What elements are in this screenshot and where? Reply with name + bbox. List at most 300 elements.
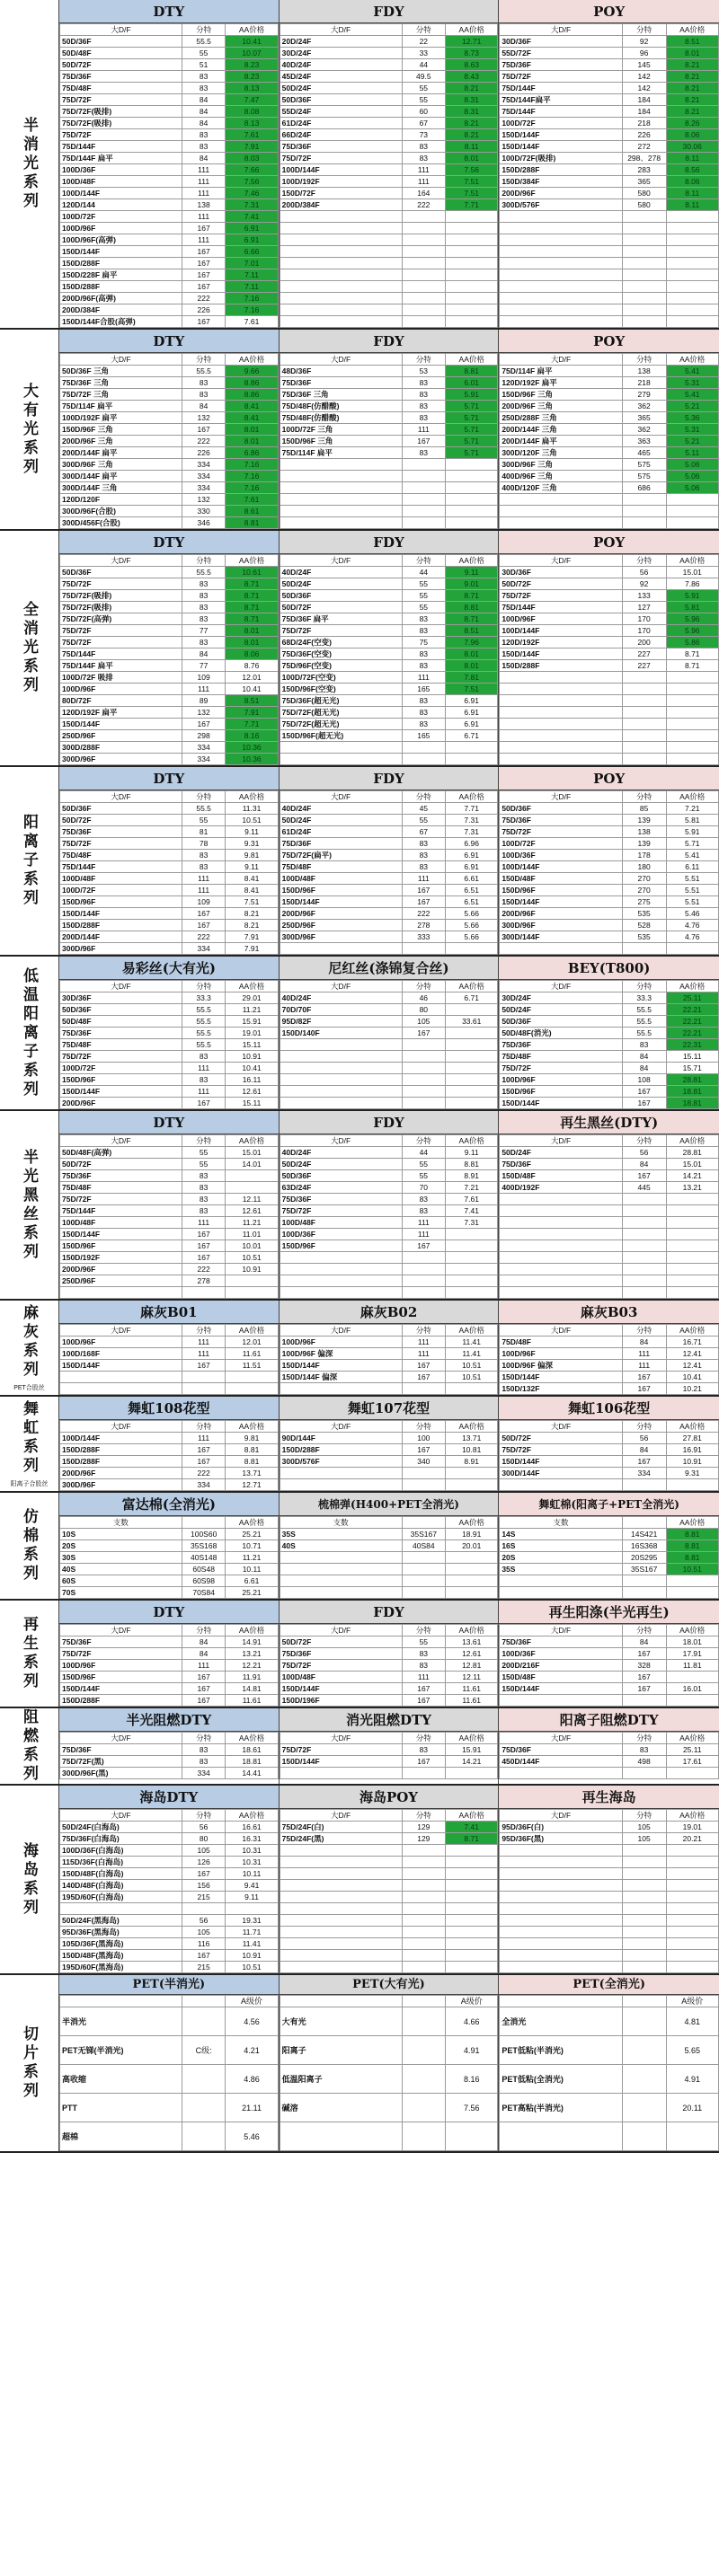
price-cell: 6.86 <box>226 447 278 459</box>
dtex-cell <box>622 1927 666 1938</box>
table-row <box>60 1039 279 1051</box>
dtex-cell: 83 <box>182 602 226 613</box>
header-row <box>280 981 498 992</box>
dtex-cell <box>402 1098 446 1109</box>
price-cell <box>446 1275 498 1287</box>
dtex-cell: 362 <box>622 424 666 436</box>
spec-cell: 75D/72F(吸排) <box>60 602 182 613</box>
spec-cell: 75D/72F <box>60 1648 182 1660</box>
spec-cell: 100D/144F <box>60 188 182 199</box>
price-cell: 8.26 <box>666 118 718 129</box>
table-row <box>60 1529 279 1540</box>
price-cell: 8.81 <box>226 1444 278 1456</box>
table-row <box>60 730 279 742</box>
table-row <box>60 1857 279 1868</box>
product-group <box>59 1975 280 2151</box>
spec-cell: 150D/288F <box>60 920 182 931</box>
spec-cell <box>500 1768 622 1779</box>
dtex-cell: 178 <box>622 850 666 861</box>
dtex-cell: 84 <box>622 1063 666 1074</box>
column-header: 大D/F <box>500 1733 622 1744</box>
spec-cell <box>280 1845 402 1857</box>
table-row <box>60 1337 279 1348</box>
spec-cell <box>280 1098 402 1109</box>
spec-cell: 75D/36F <box>280 1648 402 1660</box>
spec-cell: 75D/36F <box>500 1636 622 1648</box>
dtex-cell: 275 <box>622 896 666 908</box>
table-row <box>280 1903 498 1915</box>
spec-cell <box>280 211 402 223</box>
table-row <box>60 826 279 838</box>
spec-cell: 150D/48F <box>500 1672 622 1683</box>
dtex-cell: 111 <box>402 1337 446 1348</box>
series-label-wrap <box>18 1616 40 1691</box>
spec-cell: 80D/72F <box>60 695 182 707</box>
dtex-cell: 83 <box>402 1744 446 1756</box>
table-row <box>280 672 498 684</box>
product-group <box>280 330 500 529</box>
price-cell: 5.21 <box>666 436 718 447</box>
dtex-cell: 167 <box>622 1372 666 1383</box>
table-row <box>500 494 719 506</box>
spec-cell: 100D/72F <box>500 118 622 129</box>
series-label-wrap <box>18 967 40 1099</box>
dtex-cell <box>622 1229 666 1240</box>
table-row <box>60 1028 279 1039</box>
table-row <box>500 1229 719 1240</box>
group-title: 麻灰B02 <box>280 1301 499 1324</box>
spec-cell: 50D/72F <box>60 1159 182 1170</box>
table-row <box>60 401 279 412</box>
table-row <box>280 459 498 471</box>
spec-cell <box>500 1229 622 1240</box>
series-name: 舞虹系列 <box>20 1399 38 1476</box>
price-table <box>280 1134 499 1299</box>
dtex-cell: 83 <box>402 389 446 401</box>
price-cell: 5.46 <box>226 2122 278 2151</box>
dtex-cell: 167 <box>182 1868 226 1880</box>
group-title: POY <box>499 531 719 554</box>
column-header: 分特 <box>182 1325 226 1337</box>
product-group <box>59 0 280 328</box>
spec-cell: 150D/144F <box>60 908 182 920</box>
price-cell: 8.01 <box>226 625 278 637</box>
table-row <box>60 695 279 707</box>
spec-cell: 95D/82F <box>280 1016 402 1028</box>
spec-cell: 75D/72F <box>280 153 402 164</box>
product-group <box>499 330 719 529</box>
price-cell: 12.61 <box>226 1205 278 1217</box>
price-cell <box>666 754 718 765</box>
dtex-cell <box>622 211 666 223</box>
dtex-cell <box>402 1962 446 1973</box>
dtex-cell: 83 <box>182 1051 226 1063</box>
spec-cell: 95D/36F(黑) <box>500 1833 622 1845</box>
price-cell: 6.91 <box>446 695 498 707</box>
price-cell <box>446 1240 498 1252</box>
price-cell: 5.71 <box>446 447 498 459</box>
column-header: 分特 <box>402 1733 446 1744</box>
table-row <box>60 2094 279 2122</box>
price-cell: 10.11 <box>226 1868 278 1880</box>
spec-cell: 75D/72F <box>500 71 622 83</box>
header-row <box>500 1733 719 1744</box>
price-cell: 8.71 <box>226 602 278 613</box>
price-table <box>59 790 279 955</box>
grade-cell <box>402 2094 446 2122</box>
dtex-cell: 167 <box>182 1950 226 1962</box>
dtex-cell: 81 <box>182 826 226 838</box>
price-cell: 15.71 <box>666 1063 718 1074</box>
header-row <box>280 1135 498 1147</box>
dtex-cell: 55 <box>182 48 226 59</box>
table-row <box>500 1587 719 1599</box>
column-header: AA价格 <box>446 24 498 36</box>
price-cell: 9.66 <box>226 366 278 377</box>
table-row <box>60 1903 279 1915</box>
spec-cell <box>500 719 622 730</box>
table-row <box>500 719 719 730</box>
table-row <box>500 660 719 672</box>
table-row <box>500 1683 719 1695</box>
dtex-cell <box>622 1695 666 1707</box>
spec-cell <box>280 517 402 529</box>
dtex-cell: 75 <box>402 637 446 648</box>
price-cell: 20.01 <box>446 1540 498 1552</box>
spec-cell <box>280 1768 402 1779</box>
group-title: 阳离子阻燃DTY <box>499 1708 719 1732</box>
dtex-cell <box>622 695 666 707</box>
dtex-cell: 44 <box>402 567 446 578</box>
price-cell: 5.71 <box>666 838 718 850</box>
price-cell: 33.61 <box>446 1016 498 1028</box>
table-row <box>500 648 719 660</box>
table-row <box>500 1892 719 1903</box>
table-row <box>500 1552 719 1564</box>
spec-cell: 200D/96F 三角 <box>500 401 622 412</box>
table-row <box>500 2036 719 2065</box>
price-cell: 7.47 <box>226 94 278 106</box>
column-header: 分特 <box>182 1625 226 1636</box>
spec-cell <box>500 1479 622 1491</box>
table-row <box>500 672 719 684</box>
price-cell: 8.11 <box>666 199 718 211</box>
table-row <box>280 1479 498 1491</box>
table-row <box>280 1575 498 1587</box>
dtex-cell: 167 <box>402 1360 446 1372</box>
table-row <box>280 1833 498 1845</box>
dtex-cell: 83 <box>622 1039 666 1051</box>
spec-cell <box>500 1695 622 1707</box>
price-cell: 10.81 <box>446 1444 498 1456</box>
product-group <box>280 1975 500 2151</box>
dtex-cell: 84 <box>622 1444 666 1456</box>
spec-cell: 100D/72F <box>60 211 182 223</box>
column-header: 分特 <box>182 981 226 992</box>
column-header: 大D/F <box>60 1733 182 1744</box>
spec-cell: 40D/24F <box>280 1147 402 1159</box>
table-row <box>60 447 279 459</box>
product-group <box>499 1786 719 1973</box>
spec-cell: 150D/144F <box>60 1683 182 1695</box>
spec-cell: 75D/72F(扁平) <box>280 850 402 861</box>
table-row <box>60 885 279 896</box>
price-cell: 5.81 <box>666 815 718 826</box>
dtex-cell: 334 <box>182 471 226 482</box>
dtex-cell <box>402 1287 446 1299</box>
price-cell: 11.21 <box>226 1217 278 1229</box>
price-cell: 11.61 <box>226 1695 278 1707</box>
table-row <box>500 1383 719 1395</box>
table-row <box>280 1636 498 1648</box>
price-cell: 5.51 <box>666 873 718 885</box>
spec-cell <box>280 1383 402 1395</box>
spec-cell: 150D/196F <box>280 1695 402 1707</box>
spec-cell: 150D/96F(超无光) <box>280 730 402 742</box>
column-header: 大D/F <box>280 1810 402 1822</box>
spec-cell <box>280 1868 402 1880</box>
spec-cell: 100D/36F <box>500 1648 622 1660</box>
dtex-cell <box>402 471 446 482</box>
price-cell: 9.81 <box>226 1433 278 1444</box>
spec-cell: 50D/36F <box>500 1016 622 1028</box>
price-cell <box>446 1868 498 1880</box>
spec-cell <box>280 1950 402 1962</box>
spec-cell: 150D/144F <box>500 129 622 141</box>
price-cell: 9.41 <box>226 1880 278 1892</box>
spec-cell: 195D/60F(白海岛) <box>60 1892 182 1903</box>
group-title: DTY <box>59 767 279 790</box>
table-row <box>280 94 498 106</box>
spec-cell: 100D/192F 扁平 <box>60 412 182 424</box>
dtex-cell: 170 <box>622 613 666 625</box>
table-row <box>500 293 719 304</box>
dtex-cell: 55.5 <box>622 1028 666 1039</box>
table-row <box>500 1950 719 1962</box>
spec-cell: 50D/24F <box>280 1159 402 1170</box>
spec-cell: 300D/288F <box>60 742 182 754</box>
dtex-cell: 142 <box>622 83 666 94</box>
product-group <box>59 1397 280 1491</box>
dtex-cell: 83 <box>182 1194 226 1205</box>
spec-cell: 35S <box>500 1564 622 1575</box>
table-row <box>60 1456 279 1468</box>
dtex-cell: 222 <box>182 931 226 943</box>
dtex-cell: 167 <box>622 1170 666 1182</box>
series-label-wrap <box>18 1508 40 1584</box>
spec-cell: 75D/48F(仿醋酸) <box>280 401 402 412</box>
spec-cell: 300D/96F(合股) <box>60 506 182 517</box>
price-table <box>59 1995 279 2151</box>
table-row <box>60 896 279 908</box>
price-table <box>280 353 499 529</box>
table-row <box>280 1074 498 1086</box>
spec-cell: 150D/96F <box>280 885 402 896</box>
price-cell: 8.21 <box>226 920 278 931</box>
price-cell <box>446 1927 498 1938</box>
series-section <box>0 330 719 531</box>
spec-cell: 120D/144 <box>60 199 182 211</box>
price-cell: 6.11 <box>666 861 718 873</box>
price-cell <box>226 1287 278 1299</box>
price-cell: 7.31 <box>446 815 498 826</box>
price-cell <box>226 1275 278 1287</box>
price-cell <box>666 1587 718 1599</box>
price-cell: 8.23 <box>226 71 278 83</box>
spec-cell: 75D/72F <box>280 1660 402 1672</box>
spec-cell: 150D/96F 三角 <box>60 424 182 436</box>
table-row <box>500 1575 719 1587</box>
price-cell: 29.01 <box>226 992 278 1004</box>
table-row <box>280 1683 498 1695</box>
dtex-cell: 226 <box>182 447 226 459</box>
price-cell <box>446 1074 498 1086</box>
dtex-cell: 83 <box>402 695 446 707</box>
table-row <box>500 176 719 188</box>
spec-cell: 75D/144F <box>60 648 182 660</box>
dtex-cell: 111 <box>182 1433 226 1444</box>
dtex-cell: 111 <box>182 684 226 695</box>
price-cell <box>666 1868 718 1880</box>
product-group <box>280 1111 500 1299</box>
spec-cell: 150D/96F <box>60 896 182 908</box>
price-cell: 8.76 <box>226 660 278 672</box>
dtex-cell: 83 <box>402 1205 446 1217</box>
column-header: 分特 <box>182 1135 226 1147</box>
spec-cell: 150D/132F <box>500 1383 622 1395</box>
table-row <box>500 838 719 850</box>
table-row <box>60 83 279 94</box>
dtex-cell: 55.5 <box>182 803 226 815</box>
dtex-cell: 92 <box>622 578 666 590</box>
spec-cell: 75D/36F <box>500 815 622 826</box>
header-row <box>280 555 498 567</box>
column-header <box>182 1517 226 1529</box>
dtex-cell <box>622 1938 666 1950</box>
table-row <box>60 719 279 730</box>
spec-cell <box>280 1039 402 1051</box>
price-cell: 16.01 <box>666 1683 718 1695</box>
price-cell <box>666 1252 718 1264</box>
table-row <box>500 1903 719 1915</box>
price-cell <box>446 281 498 293</box>
dtex-cell: 83 <box>182 1074 226 1086</box>
dtex-cell <box>622 1275 666 1287</box>
dtex-cell: 84 <box>182 153 226 164</box>
table-row <box>280 885 498 896</box>
column-header: 大D/F <box>500 1325 622 1337</box>
spec-cell: 75D/72F <box>60 129 182 141</box>
price-cell: 8.86 <box>226 389 278 401</box>
dtex-cell: 227 <box>622 660 666 672</box>
price-cell: 25.21 <box>226 1587 278 1599</box>
column-header: A级价 <box>446 1996 498 2007</box>
table-row <box>280 494 498 506</box>
price-cell <box>666 707 718 719</box>
price-cell: 10.41 <box>226 684 278 695</box>
price-cell <box>666 672 718 684</box>
table-row <box>60 269 279 281</box>
group-title: 舞虹棉(阳离子+PET全消光) <box>499 1493 719 1516</box>
dtex-cell: 362 <box>622 401 666 412</box>
spec-cell <box>280 1915 402 1927</box>
table-row <box>280 1147 498 1159</box>
table-row <box>60 471 279 482</box>
table-row <box>60 118 279 129</box>
spec-cell: 40D/24F <box>280 567 402 578</box>
price-cell <box>446 742 498 754</box>
product-groups <box>59 1301 719 1395</box>
dtex-cell <box>402 1950 446 1962</box>
group-title: POY <box>499 330 719 353</box>
dtex-cell: 222 <box>182 436 226 447</box>
dtex-cell <box>402 1264 446 1275</box>
dtex-cell <box>402 1468 446 1479</box>
group-title: 舞虹108花型 <box>59 1397 279 1420</box>
table-row <box>280 838 498 850</box>
table-row <box>60 94 279 106</box>
column-header: AA价格 <box>446 1733 498 1744</box>
spec-cell: 75D/36F <box>60 1636 182 1648</box>
product-group <box>59 1111 280 1299</box>
price-cell <box>446 1264 498 1275</box>
price-cell: 11.51 <box>226 1360 278 1372</box>
table-row <box>280 815 498 826</box>
table-row <box>500 2094 719 2122</box>
spec-cell: 300D/96F 三角 <box>500 459 622 471</box>
table-row <box>60 1182 279 1194</box>
product-groups <box>59 1493 719 1599</box>
price-cell <box>666 1205 718 1217</box>
table-row <box>500 153 719 164</box>
series-label <box>0 330 59 529</box>
dtex-cell: 56 <box>622 1147 666 1159</box>
series-name: 大有光系列 <box>20 382 38 477</box>
table-row <box>500 1744 719 1756</box>
price-cell: 7.11 <box>226 269 278 281</box>
price-cell: 16.91 <box>666 1444 718 1456</box>
column-header: AA价格 <box>446 354 498 366</box>
dtex-cell <box>402 1479 446 1491</box>
dtex-cell: 111 <box>402 164 446 176</box>
table-row <box>60 1016 279 1028</box>
group-title: FDY <box>280 531 499 554</box>
price-table <box>280 1732 499 1779</box>
spec-cell: 50D/36F <box>280 94 402 106</box>
table-row <box>60 1098 279 1109</box>
dtex-cell: 167 <box>182 920 226 931</box>
table-row <box>500 695 719 707</box>
dtex-cell <box>622 672 666 684</box>
dtex-cell: 111 <box>402 1672 446 1683</box>
grade-cell <box>622 2007 666 2036</box>
dtex-cell: 105 <box>182 1927 226 1938</box>
dtex-cell: 51 <box>182 59 226 71</box>
price-cell: 7.61 <box>446 1194 498 1205</box>
price-cell <box>446 1479 498 1491</box>
dtex-cell <box>402 1845 446 1857</box>
dtex-cell <box>622 1479 666 1491</box>
dtex-cell: 227 <box>622 648 666 660</box>
dtex-cell: 77 <box>182 660 226 672</box>
spec-cell: 75D/36F 三角 <box>60 377 182 389</box>
table-row <box>60 48 279 59</box>
column-header: AA价格 <box>446 1625 498 1636</box>
spec-cell: 195D/60F(黑海岛) <box>60 1962 182 1973</box>
spec-cell <box>60 1372 182 1383</box>
table-row <box>500 436 719 447</box>
table-row <box>60 803 279 815</box>
